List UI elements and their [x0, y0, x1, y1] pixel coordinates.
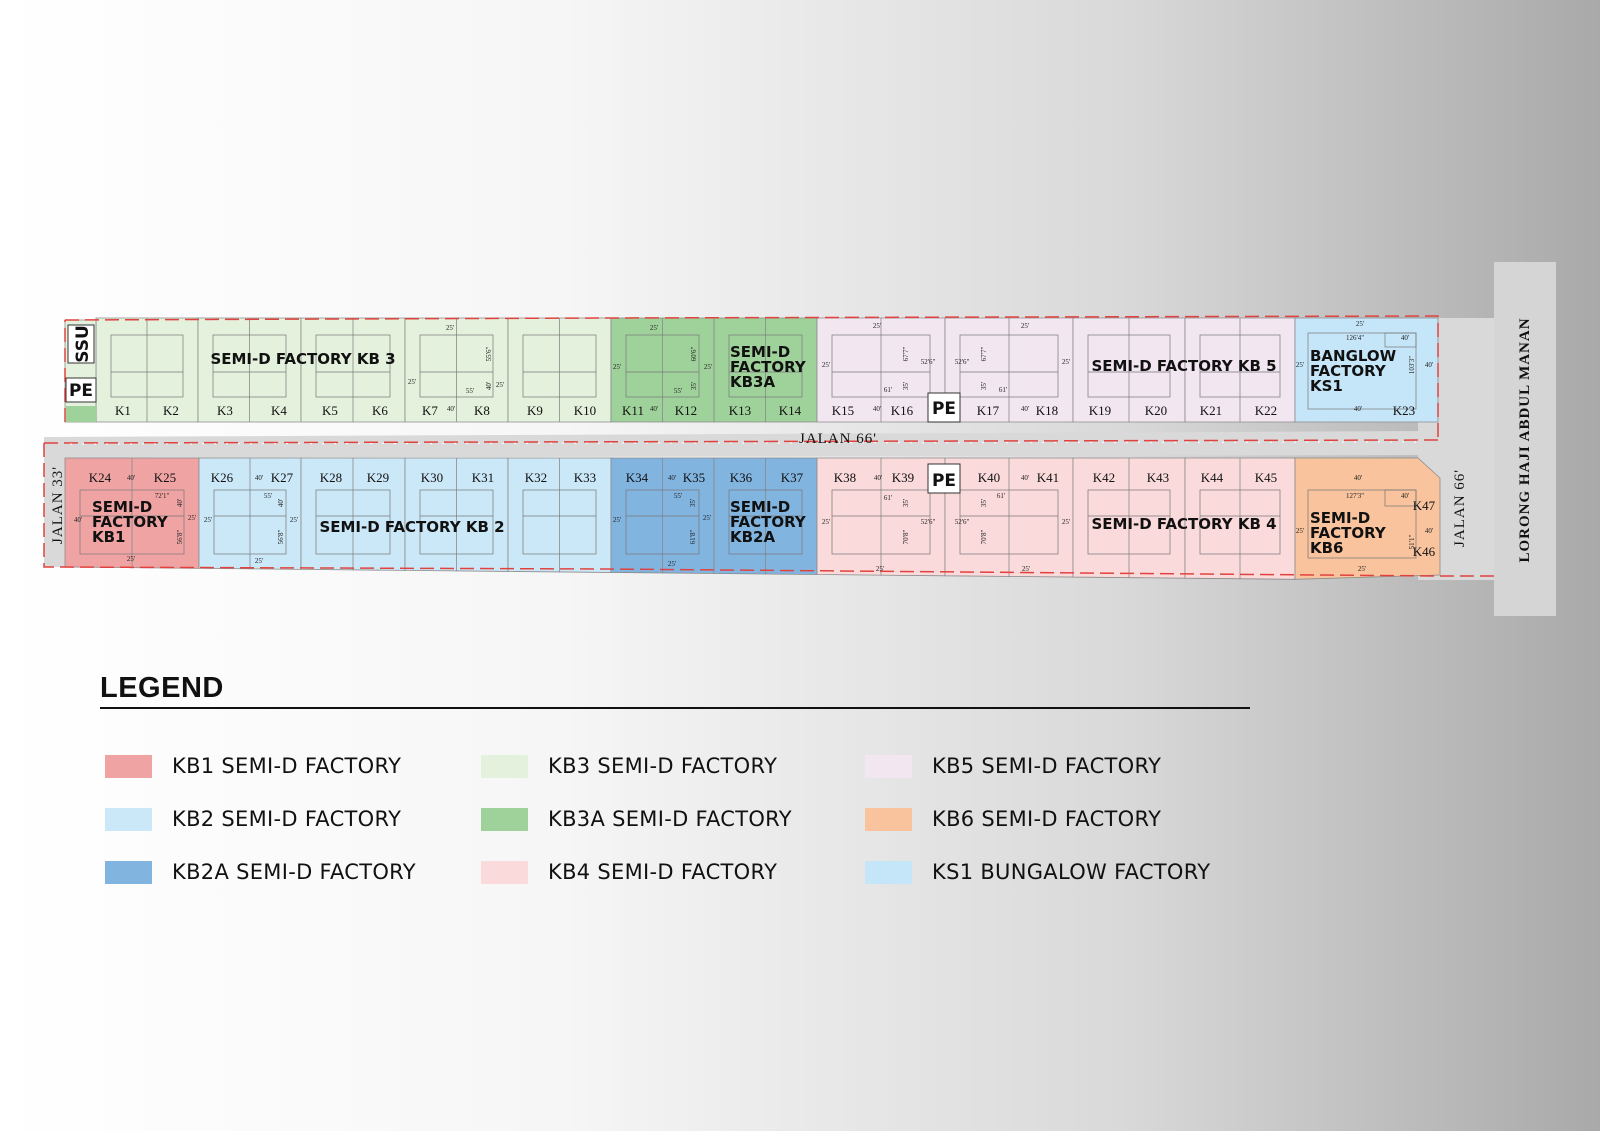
block-label-ks1-line-2: FACTORY — [1310, 362, 1386, 380]
lot-label-k22: K22 — [1254, 403, 1278, 418]
legend-label-kb2a: KB2A SEMI-D FACTORY — [172, 860, 416, 884]
lot-label-k12: K12 — [674, 403, 698, 418]
block-label-ks1-line-1: BANGLOW — [1310, 347, 1397, 365]
dimension-label: 25' — [445, 324, 455, 332]
road-label-east: JALAN 66' — [1452, 469, 1468, 547]
pe-marker-top — [928, 393, 960, 422]
legend-item-kb2a — [105, 857, 416, 887]
dimension-label: 25' — [1295, 361, 1305, 369]
lot-label-k7: K7 — [422, 403, 438, 418]
lot-label-k46: K46 — [1412, 544, 1436, 559]
block-label-kb3: SEMI-D FACTORY KB 3 — [210, 350, 396, 368]
legend-label-kb1: KB1 SEMI-D FACTORY — [172, 754, 402, 778]
pe-label-west: PE — [68, 381, 94, 401]
legend-label-kb2: KB2 SEMI-D FACTORY — [172, 807, 402, 831]
dimension-label: 40' — [73, 516, 83, 524]
block-label-kb6-line-2: FACTORY — [1310, 524, 1386, 542]
legend-label-kb3: KB3 SEMI-D FACTORY — [548, 754, 778, 778]
pe-label-top: PE — [931, 399, 957, 419]
dimension-label: 40' — [1353, 474, 1363, 482]
legend-item-kb3 — [481, 751, 777, 781]
block-label-kb3a-line-1: SEMI-D — [730, 343, 791, 361]
lot-label-k33: K33 — [573, 470, 597, 485]
lot-label-k6: K6 — [372, 403, 388, 418]
legend-swatch-kb2 — [105, 808, 152, 831]
dimension-label: 40' — [277, 498, 285, 508]
legend-title: LEGEND — [100, 672, 1250, 709]
lot-label-k8: K8 — [474, 403, 490, 418]
dimension-label: 40' — [873, 474, 883, 482]
dimension-label: 25' — [703, 363, 713, 371]
lot-label-k39: K39 — [891, 470, 915, 485]
legend-item-kb5 — [865, 751, 1161, 781]
lot-label-k37: K37 — [780, 470, 804, 485]
dimension-label: 61' — [998, 386, 1008, 394]
pe-marker-bottom — [928, 464, 960, 493]
dimension-label: 127'3" — [1345, 492, 1365, 500]
dimension-label: 126'4" — [1345, 334, 1365, 342]
dimension-label: 25' — [126, 555, 136, 563]
legend-label-kb4: KB4 SEMI-D FACTORY — [548, 860, 778, 884]
lot-label-k45: K45 — [1254, 470, 1278, 485]
dimension-label: 61' — [883, 494, 893, 502]
dimension-label: 25' — [612, 363, 622, 371]
dimension-label: 60'6" — [690, 346, 698, 362]
block-label-kb3a-line-3: KB3A — [730, 373, 776, 391]
dimension-label: 25' — [872, 322, 882, 330]
lot-label-k31: K31 — [471, 470, 495, 485]
legend-item-kb2 — [105, 804, 401, 834]
legend-label-kb5: KB5 SEMI-D FACTORY — [932, 754, 1162, 778]
dimension-label: 70'8" — [902, 529, 910, 545]
dimension-label: 35' — [690, 381, 698, 391]
lot-label-k28: K28 — [319, 470, 343, 485]
lot-label-k35: K35 — [682, 470, 706, 485]
dimension-label: 25' — [667, 560, 677, 568]
dimension-label: 40' — [872, 405, 882, 413]
dimension-label: 25' — [875, 565, 885, 573]
block-label-ks1-line-3: KS1 — [1310, 377, 1343, 395]
lot-label-k18: K18 — [1035, 403, 1059, 418]
dimension-label: 25' — [612, 516, 622, 524]
dimension-label: 67'7" — [902, 346, 910, 362]
ssu-label: SSU — [73, 325, 93, 363]
dimension-label: 55'6" — [485, 346, 493, 362]
lot-label-k16: K16 — [890, 403, 914, 418]
legend-item-kb4 — [481, 857, 777, 887]
dimension-label: 25' — [254, 557, 264, 565]
dimension-label: 25' — [1355, 320, 1365, 328]
lot-label-k15: K15 — [831, 403, 855, 418]
block-label-kb2a-line-3: KB2A — [730, 528, 776, 546]
dimension-label: 25' — [702, 514, 712, 522]
dimension-label: 40' — [176, 498, 184, 508]
dimension-label: 67'7" — [980, 346, 988, 362]
road-label-west: JALAN 33' — [50, 466, 66, 544]
lot-label-k27: K27 — [270, 470, 294, 485]
dimension-label: 61' — [883, 386, 893, 394]
dimension-label: 51'1" — [1408, 534, 1416, 550]
green-corner — [66, 406, 96, 422]
dimension-label: 40' — [485, 381, 493, 391]
block-label-kb1-line-3: KB1 — [92, 528, 126, 546]
lot-label-k41: K41 — [1036, 470, 1060, 485]
lot-label-k43: K43 — [1146, 470, 1170, 485]
pe-marker-west — [66, 378, 96, 402]
dimension-label: 25' — [1357, 565, 1367, 573]
block-label-kb2a-line-2: FACTORY — [730, 513, 806, 531]
lot-label-k26: K26 — [210, 470, 234, 485]
lot-label-k44: K44 — [1200, 470, 1224, 485]
dimension-label: 61' — [996, 492, 1006, 500]
dimension-label: 72'1" — [154, 492, 170, 500]
block-label-kb5: SEMI-D FACTORY KB 5 — [1091, 357, 1277, 375]
dimension-label: 55' — [465, 387, 475, 395]
block-label-kb3a-line-2: FACTORY — [730, 358, 806, 376]
dimension-label: 103'3" — [1408, 355, 1416, 375]
block-label-kb6-line-3: KB6 — [1310, 539, 1344, 557]
block-label-kb1-line-1: SEMI-D — [92, 498, 153, 516]
legend-label-ks1: KS1 BUNGALOW FACTORY — [932, 860, 1211, 884]
dimension-label: 40' — [254, 474, 264, 482]
dimension-label: 25' — [187, 514, 197, 522]
dimension-label: 40' — [1020, 474, 1030, 482]
lot-label-k13: K13 — [728, 403, 752, 418]
legend-label-kb3a: KB3A SEMI-D FACTORY — [548, 807, 792, 831]
dimension-label: 52'6" — [920, 518, 936, 526]
dimension-label: 40' — [649, 405, 659, 413]
dimension-label: 52'6" — [954, 518, 970, 526]
lot-label-k40: K40 — [977, 470, 1001, 485]
dimension-label: 35' — [980, 381, 988, 391]
dimension-label: 25' — [203, 516, 213, 524]
dimension-label: 25' — [1295, 527, 1305, 535]
road-label-main: JALAN 66' — [799, 431, 877, 447]
lot-label-k34: K34 — [625, 470, 649, 485]
lot-label-k42: K42 — [1092, 470, 1116, 485]
lot-label-k11: K11 — [622, 403, 644, 418]
legend-swatch-kb2a — [105, 861, 152, 884]
lot-label-k29: K29 — [366, 470, 390, 485]
dimension-label: 25' — [821, 361, 831, 369]
ssu-marker — [68, 325, 94, 363]
legend-item-kb3a — [481, 804, 792, 834]
dimension-label: 56'8" — [176, 529, 184, 545]
pe-label-bottom: PE — [931, 471, 957, 491]
legend-swatch-kb4 — [481, 861, 528, 884]
lot-label-k14: K14 — [778, 403, 802, 418]
lot-label-k24: K24 — [88, 470, 112, 485]
lot-label-k36: K36 — [729, 470, 753, 485]
lot-label-k20: K20 — [1144, 403, 1168, 418]
dimension-label: 40' — [1353, 405, 1363, 413]
dimension-label: 55' — [673, 492, 683, 500]
dimension-label: 40' — [1400, 334, 1410, 342]
dimension-label: 40' — [667, 474, 677, 482]
lot-label-k30: K30 — [420, 470, 444, 485]
road-jalan-66-main — [44, 431, 1440, 458]
lot-label-k21: K21 — [1199, 403, 1223, 418]
dimension-label: 35' — [902, 381, 910, 391]
lot-label-k4: K4 — [271, 403, 287, 418]
block-label-kb2a-line-1: SEMI-D — [730, 498, 791, 516]
dimension-label: 25' — [495, 381, 505, 389]
dimension-label: 25' — [289, 516, 299, 524]
legend-item-ks1 — [865, 857, 1210, 887]
lot-label-k19: K19 — [1088, 403, 1112, 418]
dimension-label: 35' — [980, 498, 988, 508]
dimension-label: 25' — [821, 518, 831, 526]
lot-label-k47: K47 — [1412, 498, 1436, 513]
dimension-label: 40' — [1424, 527, 1434, 535]
dimension-label: 55' — [263, 492, 273, 500]
legend-swatch-kb3 — [481, 755, 528, 778]
block-label-kb4: SEMI-D FACTORY KB 4 — [1091, 515, 1277, 533]
legend-swatch-kb5 — [865, 755, 912, 778]
legend — [100, 672, 1250, 889]
lot-label-k32: K32 — [524, 470, 548, 485]
lot-label-k9: K9 — [527, 403, 543, 418]
dimension-label: 40' — [1424, 361, 1434, 369]
dimension-label: 61'8" — [689, 529, 697, 545]
lot-label-k10: K10 — [573, 403, 597, 418]
dimension-label: 25' — [1061, 518, 1071, 526]
dimension-label: 25' — [1061, 358, 1071, 366]
lot-label-k1: K1 — [115, 403, 131, 418]
dimension-label: 40' — [1020, 405, 1030, 413]
legend-item-kb1 — [105, 751, 401, 781]
road-label-side: LORONG HAJI ABDUL MANAN — [1517, 317, 1533, 563]
lot-label-k25: K25 — [153, 470, 177, 485]
legend-swatch-ks1 — [865, 861, 912, 884]
block-label-kb2: SEMI-D FACTORY KB 2 — [319, 518, 505, 536]
dimension-label: 40' — [446, 405, 456, 413]
legend-swatch-kb3a — [481, 808, 528, 831]
lot-label-k3: K3 — [217, 403, 233, 418]
dimension-label: 52'6" — [954, 358, 970, 366]
legend-swatch-kb6 — [865, 808, 912, 831]
lot-label-k5: K5 — [322, 403, 338, 418]
dimension-label: 35' — [689, 498, 697, 508]
dimension-label: 25' — [649, 324, 659, 332]
legend-label-kb6: KB6 SEMI-D FACTORY — [932, 807, 1162, 831]
legend-item-kb6 — [865, 804, 1161, 834]
dimension-label: 40' — [126, 474, 136, 482]
dimension-label: 55' — [673, 387, 683, 395]
lot-label-k17: K17 — [976, 403, 1000, 418]
dimension-label: 40' — [1400, 492, 1410, 500]
dimension-label: 25' — [1021, 565, 1031, 573]
lot-label-k23: K23 — [1392, 403, 1416, 418]
dimension-label: 35' — [902, 498, 910, 508]
legend-grid — [100, 709, 1250, 889]
block-label-kb6-line-1: SEMI-D — [1310, 509, 1371, 527]
lot-label-k2: K2 — [163, 403, 179, 418]
lot-label-k38: K38 — [833, 470, 857, 485]
dimension-label: 52'6" — [920, 358, 936, 366]
dimension-label: 25' — [1020, 322, 1030, 330]
dimension-label: 56'8" — [277, 529, 285, 545]
legend-swatch-kb1 — [105, 755, 152, 778]
dimension-label: 70'8" — [980, 529, 988, 545]
dimension-label: 25' — [407, 378, 417, 386]
block-label-kb1-line-2: FACTORY — [92, 513, 168, 531]
